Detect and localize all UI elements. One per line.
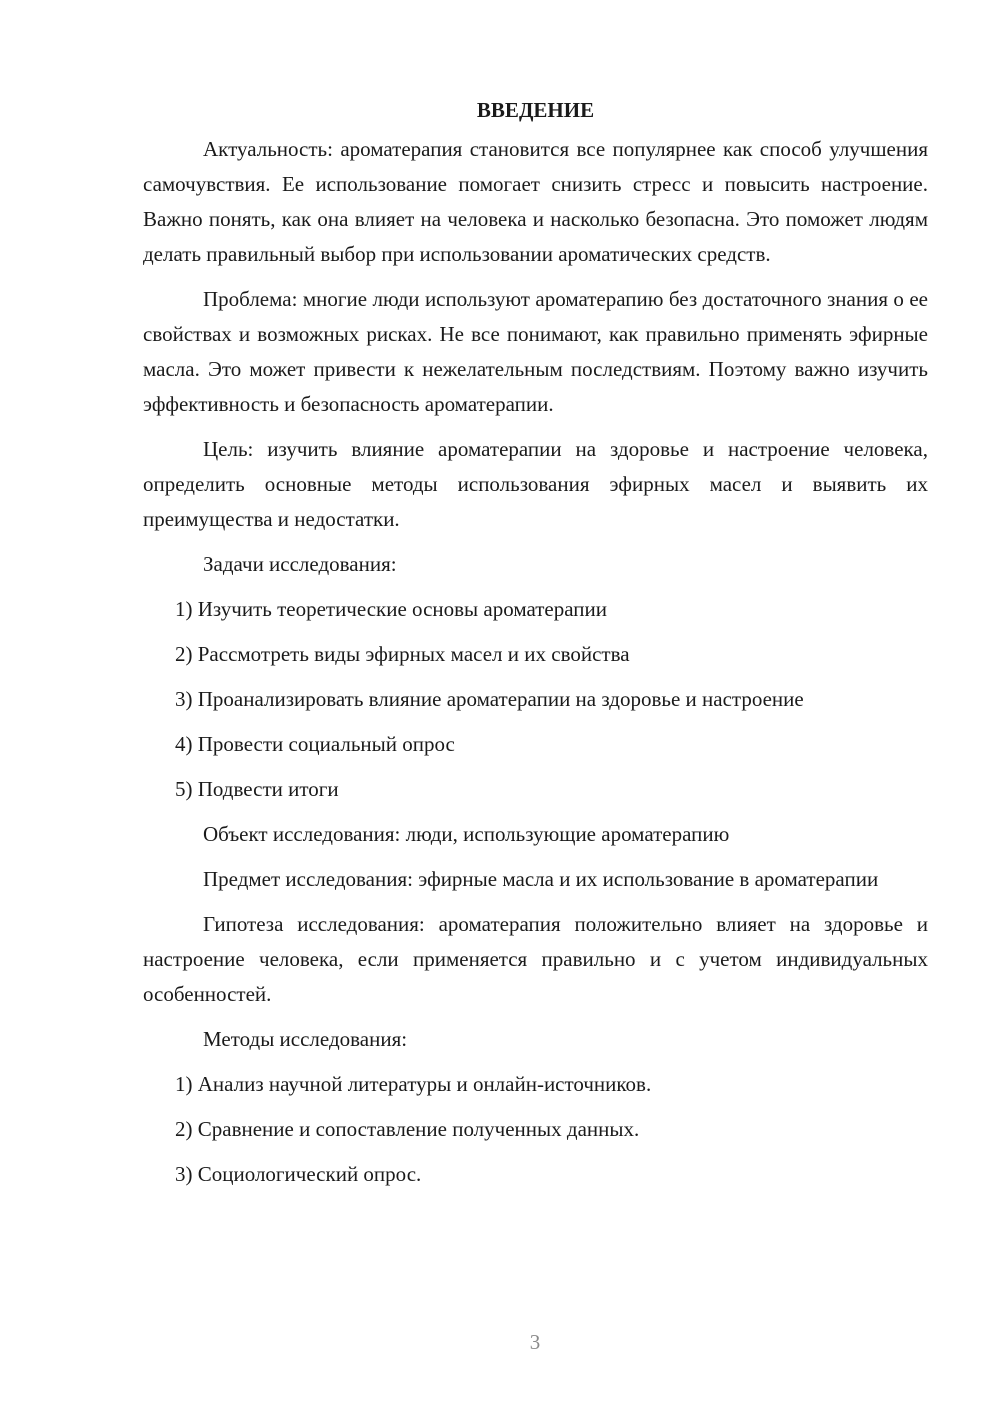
subject-paragraph: Предмет исследования: эфирные масла и их использование в ароматерапии xyxy=(203,867,879,891)
list-item: 3) Социологический опрос. xyxy=(175,1162,422,1186)
list-item: 2) Сравнение и сопоставление полученных данных. xyxy=(175,1117,640,1141)
list-item: 4) Провести социальный опрос xyxy=(175,732,455,756)
list-item: 2) Рассмотреть виды эфирных масел и их свойства xyxy=(175,642,630,666)
problem-paragraph: Проблема: многие люди используют ароматерапию без достаточного знания о ее свойствах и возможных рисках. Не все понимают, как правильно применять эфирные масла. Это может привести к нежелательным последствиям. Поэтому важно изучить эффективность и безопасность ароматерапии. xyxy=(143,287,928,416)
page-number: 3 xyxy=(529,1330,541,1354)
document-page xyxy=(143,90,928,1202)
methods-list xyxy=(143,1067,928,1192)
object-line: Объект исследования: люди, использующие ароматерапию xyxy=(203,822,730,846)
hypothesis-paragraph: Гипотеза исследования: ароматерапия положительно влияет на здоровье и настроение человека, если применяется правильно и с учетом индивидуальных особенностей. xyxy=(143,912,928,1006)
tasks-list xyxy=(143,592,928,807)
relevance-paragraph: Актуальность: ароматерапия становится все популярнее как способ улучшения самочувствия. Ее использование помогает снизить стресс и повысить настроение. Важно понять, как она влияет на человека и насколько безопасна. Это поможет людям делать правильный выбор при использовании ароматических средств. xyxy=(143,137,928,266)
list-item: 3) Проанализировать влияние ароматерапии на здоровье и настроение xyxy=(175,687,804,711)
methods-heading: Методы исследования: xyxy=(203,1027,408,1051)
list-item: 1) Анализ научной литературы и онлайн-источников. xyxy=(175,1072,652,1096)
goal-paragraph: Цель: изучить влияние ароматерапии на здоровье и настроение человека, определить основные методы использования эфирных масел и выявить их преимущества и недостатки. xyxy=(143,437,928,531)
list-item: 1) Изучить теоретические основы ароматерапии xyxy=(175,597,607,621)
list-item: 5) Подвести итоги xyxy=(175,777,339,801)
tasks-heading: Задачи исследования: xyxy=(203,552,397,576)
section-title: ВВЕДЕНИЕ xyxy=(476,98,595,122)
